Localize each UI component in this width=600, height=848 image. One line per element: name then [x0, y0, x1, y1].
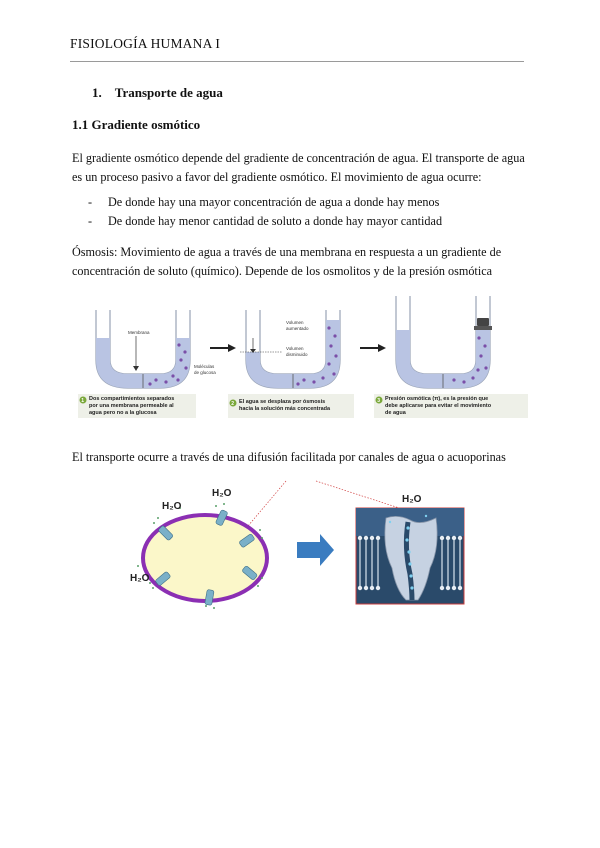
piston-weight — [477, 318, 489, 326]
water-label: H₂O — [402, 494, 422, 505]
paragraph-aquaporins: El transporte ocurre a través de una difusión facilitada por canales de agua o acuoporinas — [72, 450, 506, 464]
label-volume-down-2: disminuido — [286, 352, 308, 357]
water-label: H₂O — [130, 573, 150, 584]
step-number-3: 3 — [377, 398, 381, 404]
cell — [137, 503, 267, 609]
step-caption-line: agua pero no a la glucosa — [89, 410, 157, 416]
label-volume-up-2: aumentado — [286, 326, 309, 331]
u-tube-2 — [240, 310, 340, 388]
label-molecules-2: de glucosa — [194, 370, 216, 375]
page-header: FISIOLOGÍA HUMANA I — [70, 36, 221, 51]
label-membrane: Membrana — [128, 330, 150, 335]
header-divider — [70, 61, 524, 62]
paragraph-osmosis: Ósmosis: Movimiento de agua a través de una membrana en respuesta a un gradiente de concentración de soluto (químico). Depende de los osmolitos y de la presión osmótica — [72, 245, 502, 278]
osmosis-figure — [78, 290, 528, 420]
step-caption-3 — [374, 394, 528, 418]
section-number: 1. — [92, 85, 102, 100]
label-molecules-1: Moléculas — [194, 364, 215, 369]
bullet-item: - De donde hay una mayor concentración de agua a donde hay menos — [88, 193, 442, 212]
u-tube-1 — [96, 310, 216, 388]
step-caption-line: El agua se desplaza por ósmosis — [239, 399, 326, 405]
bullet-item: - De donde hay menor cantidad de soluto a donde hay mayor cantidad — [88, 212, 442, 231]
water-label: H₂O — [162, 501, 182, 512]
paragraph-osmotic-gradient: El gradiente osmótico depende del gradiente de concentración de agua. El transporte de agua es un proceso pasivo a favor del gradiente osmótico. El movimiento de agua ocurre: — [72, 151, 525, 184]
step-caption-line: Presión osmótica (π), es la presión que — [385, 396, 489, 402]
arrow-right-icon — [210, 344, 236, 352]
step-caption-line: Dos compartimientos separados — [89, 396, 175, 402]
step-caption-line: hacia la solución más concentrada — [239, 406, 331, 412]
section-title: Transporte de agua — [114, 85, 223, 100]
bullet-list — [88, 193, 442, 230]
aquaporin-figure — [120, 478, 480, 613]
section-heading — [92, 85, 223, 101]
step-caption-1 — [78, 394, 196, 418]
label-volume-up-1: Volumen — [286, 320, 304, 325]
step-caption-2 — [228, 394, 354, 418]
arrow-right-icon — [360, 344, 386, 352]
water-label: H₂O — [212, 488, 232, 499]
step-caption-line: debe aplicarse para evitar el movimiento — [385, 403, 492, 409]
u-tube-3 — [396, 296, 492, 388]
subsection-heading: 1.1 Gradiente osmótico — [72, 117, 201, 132]
step-caption-line: de agua — [385, 410, 406, 416]
arrow-right-icon — [297, 534, 334, 566]
label-volume-down-1: Volumen — [286, 346, 304, 351]
aquaporin-zoom-panel — [356, 508, 464, 604]
step-number-1: 1 — [81, 398, 85, 404]
step-number-2: 2 — [231, 401, 235, 407]
step-caption-line: por una membrana permeable al — [89, 403, 174, 409]
